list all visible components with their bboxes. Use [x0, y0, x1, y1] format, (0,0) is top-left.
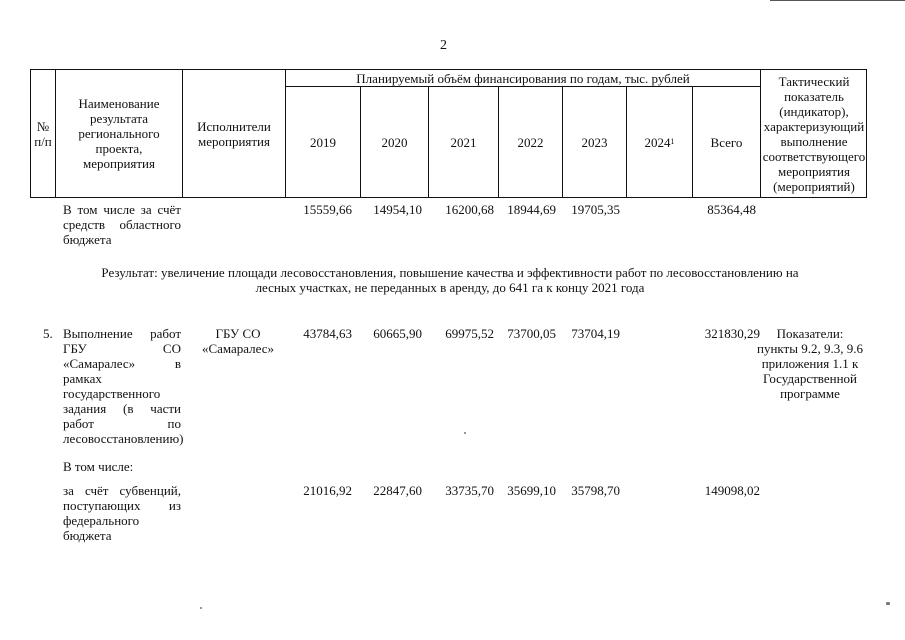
footnote-marker: 1 [670, 137, 675, 146]
row-federal-2023: 35798,70 [571, 483, 620, 498]
row5-label: Выполнение работ ГБУ СО «Самаралес» в рамках государственного задания (в части работ по лесовосстановлению) [63, 326, 184, 446]
header-num: № п/п [34, 118, 52, 149]
header-executors: Исполнители мероприятия [197, 118, 271, 149]
scan-speck [200, 607, 202, 609]
row-regional-total: 85364,48 [707, 202, 756, 217]
header-year-2024: 2024 1 [644, 134, 675, 150]
row-federal-total: 149098,02 [704, 483, 760, 498]
header-year-2019: 2019 [310, 134, 336, 150]
header-year-2022: 2022 [517, 134, 544, 150]
header-financing-title: Планируемый объём финансирования по годам, тыс. рублей [356, 70, 690, 86]
including-label: В том числе: [63, 459, 134, 474]
row-federal-label: за счёт субвенций, поступающих из федерального бюджета [63, 483, 181, 543]
row-federal-2022: 35699,10 [507, 483, 556, 498]
row5-2023: 73704,19 [571, 326, 620, 341]
row-regional-label: В том числе за счёт средств областного бюджета [63, 202, 181, 247]
row5-total: 321830,29 [704, 326, 760, 341]
header-year-2023: 2023 [581, 134, 608, 150]
row5-num: 5. [43, 326, 53, 341]
row5-2022: 73700,05 [507, 326, 556, 341]
header-name: Наименование результата регионального проекта, мероприятия [78, 96, 160, 171]
scan-speck [886, 602, 890, 605]
row5-2021: 69975,52 [445, 326, 494, 341]
row5-indicator: Показатели: пункты 9.2, 9.3, 9.6 приложения 1.1 к Государственной программе [757, 326, 863, 401]
header-table [30, 69, 867, 198]
row-regional-2022: 18944,69 [507, 202, 556, 217]
header-total: Всего [710, 134, 743, 150]
row-regional-2021: 16200,68 [445, 202, 494, 217]
row5-2019: 43784,63 [303, 326, 352, 341]
scan-speck [464, 432, 466, 434]
row5-executor: ГБУ СО «Самаралес» [201, 326, 275, 356]
header-year-2021: 2021 [450, 134, 477, 150]
header-indicator: Тактический показатель (индикатор), характеризующий выполнение соответствующего мероприятия (мероприятий) [762, 73, 866, 194]
row5-2020: 60665,90 [373, 326, 422, 341]
header-year-2020: 2020 [381, 134, 408, 150]
result-text: Результат: увеличение площади лесовосстановления, повышение качества и эффективности работ по лесовосстановлению на лесных участках, не переданных в аренду, до 641 га к концу 2021 года [101, 265, 799, 295]
page-number: 2 [440, 38, 447, 53]
row-federal-2021: 33735,70 [445, 483, 494, 498]
row-regional-2019: 15559,66 [303, 202, 352, 217]
row-federal-2020: 22847,60 [373, 483, 422, 498]
row-regional-2023: 19705,35 [571, 202, 620, 217]
row-regional-2020: 14954,10 [373, 202, 422, 217]
row-federal-2019: 21016,92 [303, 483, 352, 498]
top-rule [770, 0, 905, 1]
